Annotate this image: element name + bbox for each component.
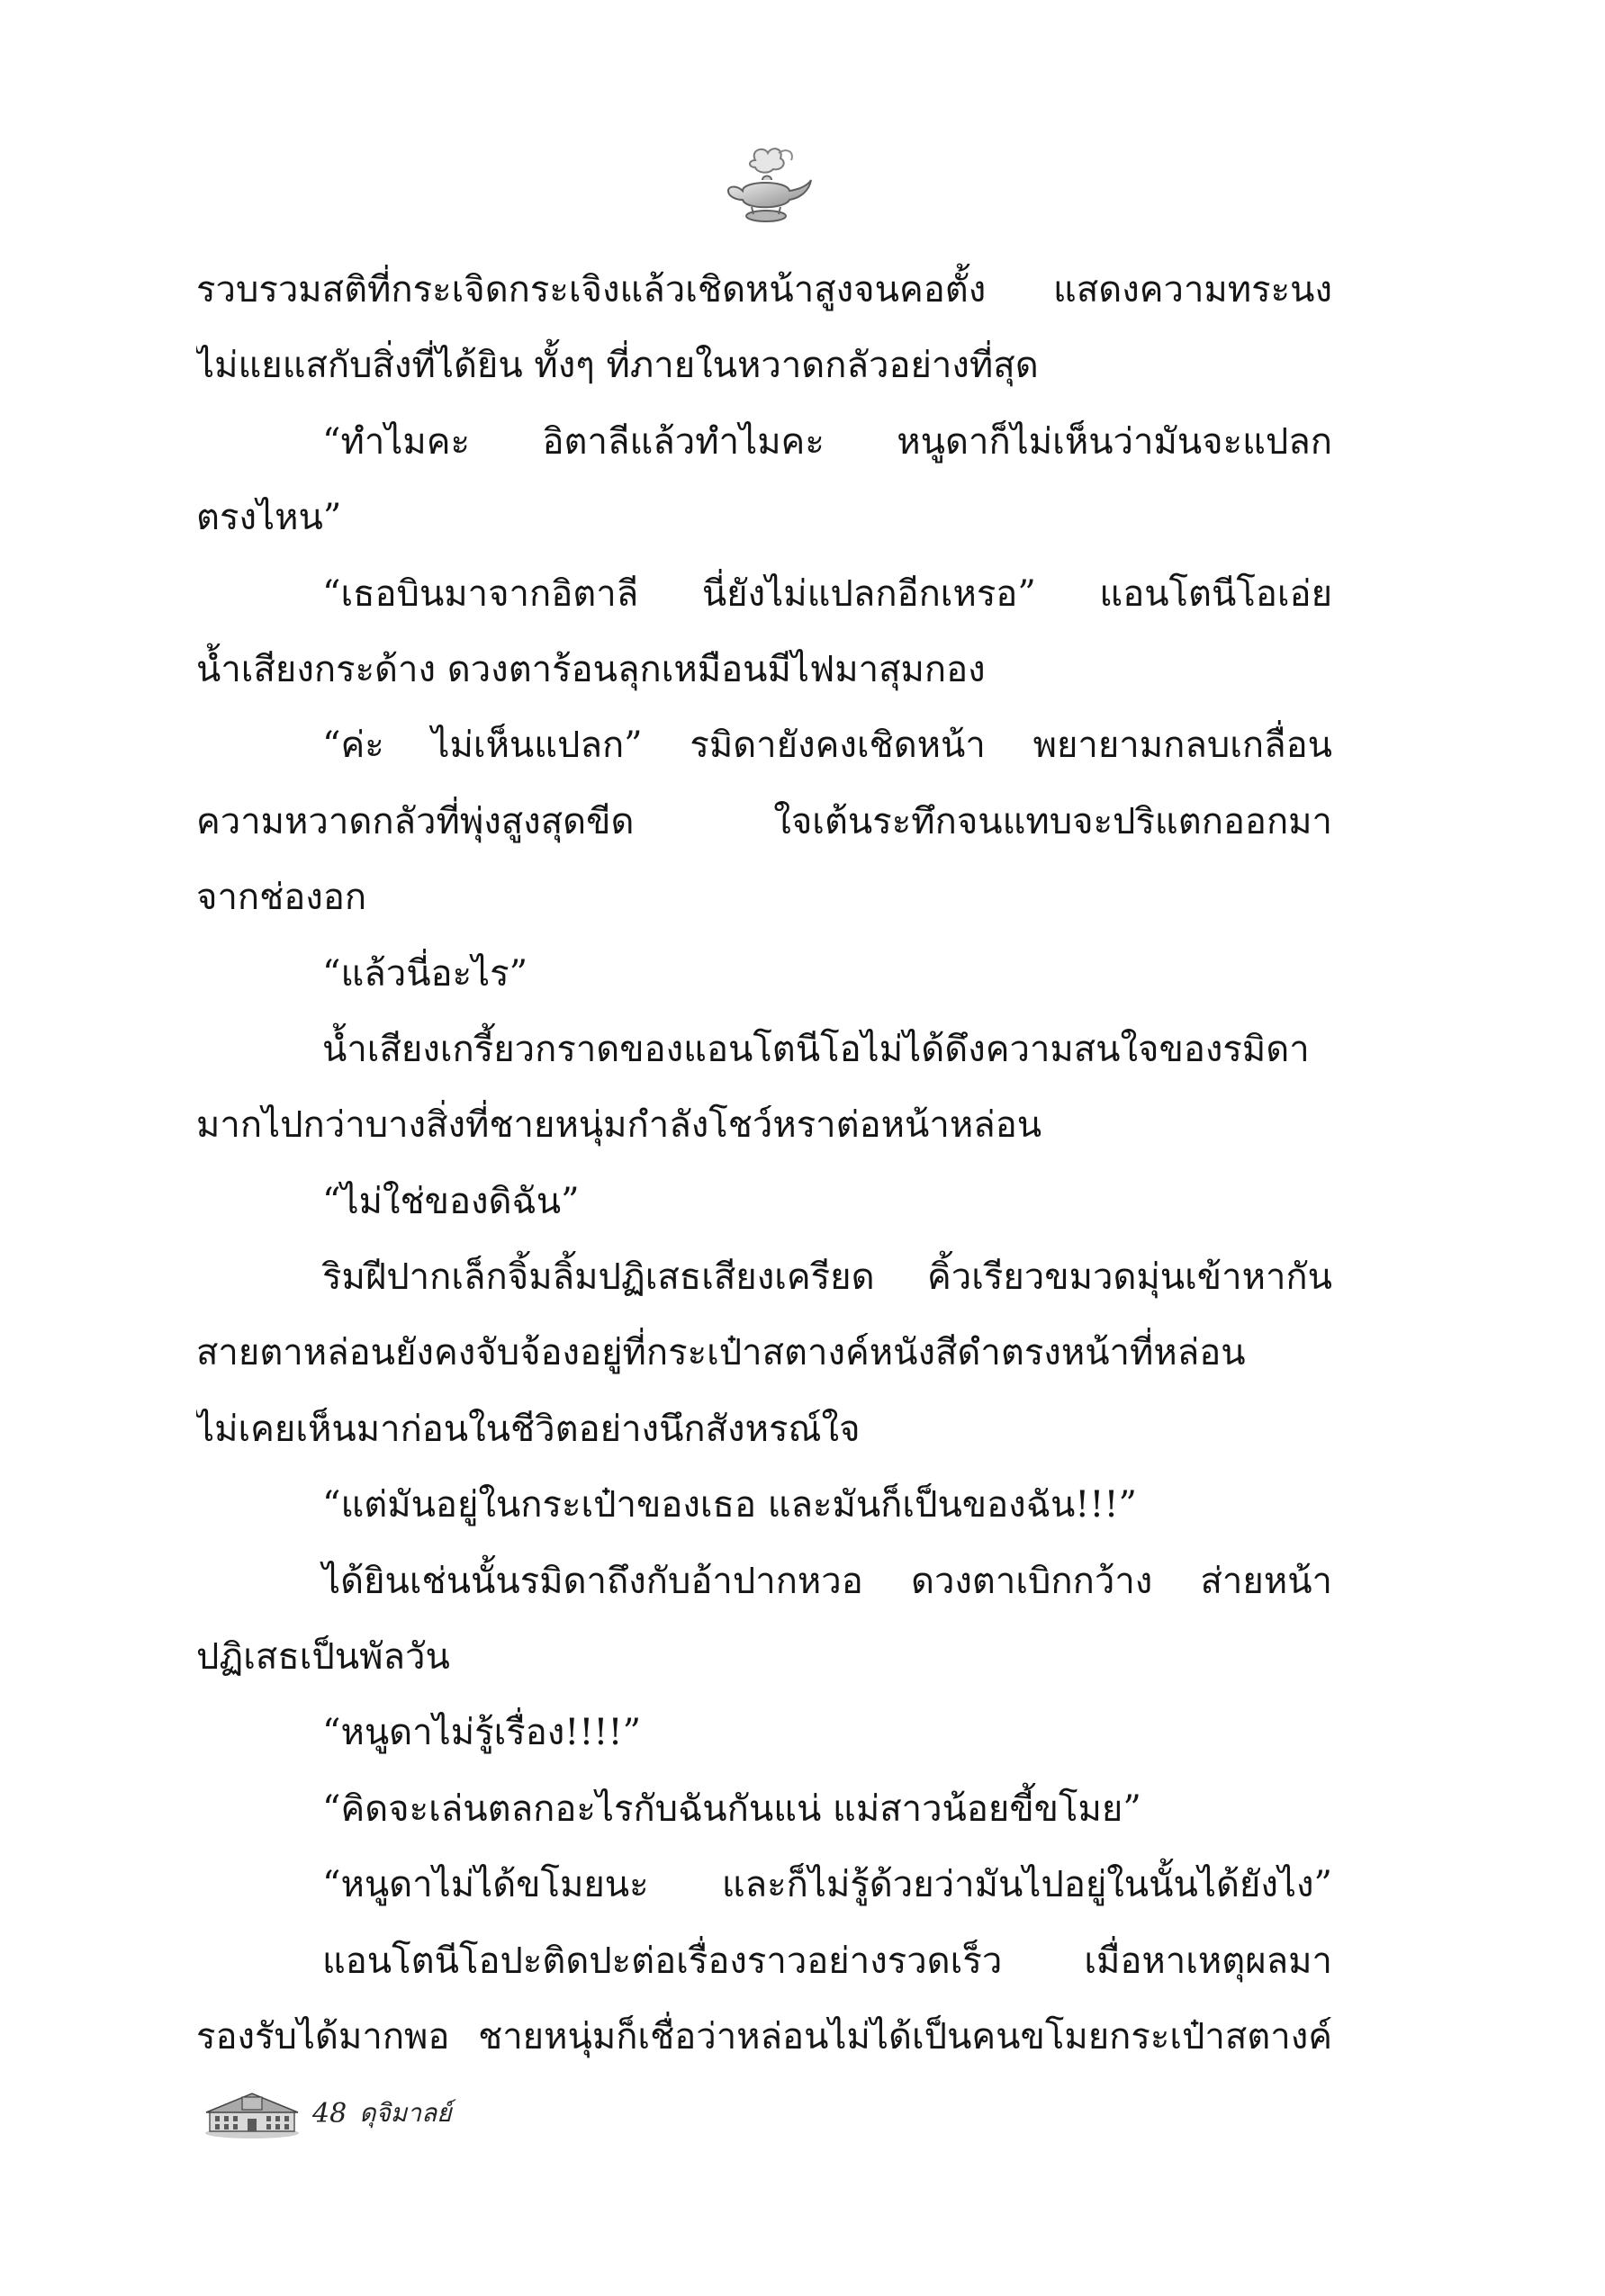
text-line: ความหวาดกลัวที่พุ่งสูงสุดขีด ใจเต้นระทึกจนแทบจะปริแตกออกมา: [196, 800, 1332, 842]
text-line: สายตาหล่อนยังคงจับจ้องอยู่ที่กระเป๋าสตางค์หนังสีดำตรงหน้าที่หล่อน: [196, 1332, 1246, 1374]
text-line: ได้ยินเช่นนั้นรมิดาถึงกับอ้าปากหวอ ดวงตาเบิกกว้าง ส่ายหน้า: [322, 1560, 1332, 1602]
text-line: “หนูดาไม่ได้ขโมยนะ และก็ไม่รู้ด้วยว่ามันไปอยู่ในนั้นได้ยังไง”: [322, 1864, 1332, 1906]
text-line: “ทำไมคะ อิตาลีแล้วทำไมคะ หนูดาก็ไม่เห็นว่ามันจะแปลก: [322, 420, 1332, 463]
text-line: มากไปกว่าบางสิ่งที่ชายหนุ่มกำลังโชว์หราต่อหน้าหล่อน: [196, 1104, 1042, 1147]
body-text: [196, 252, 1332, 2075]
genie-lamp-icon: [716, 144, 815, 230]
text-line: รวบรวมสติที่กระเจิดกระเจิงแล้วเชิดหน้าสูงจนคอตั้ง แสดงความทระนง: [196, 269, 1332, 311]
building-icon: [203, 2088, 302, 2138]
text-line: ตรงไหน”: [196, 497, 342, 539]
page-number: 48: [312, 2097, 347, 2129]
text-line: จากช่องอก: [196, 877, 367, 919]
text-line: “ค่ะ ไม่เห็นแปลก” รมิดายังคงเชิดหน้า พยายามกลบเกลื่อน: [322, 725, 1332, 767]
text-line: “ไม่ใช่ของดิฉัน”: [322, 1180, 580, 1222]
page-footer: [203, 2086, 452, 2140]
text-line: ไม่เคยเห็นมาก่อนในชีวิตอย่างนึกสังหรณ์ใจ: [196, 1408, 861, 1450]
text-line: “แล้วนี่อะไร”: [322, 952, 528, 995]
author-name: ดุจิมาลย์: [359, 2098, 452, 2128]
text-line: รองรับได้มากพอ ชายหนุ่มก็เชื่อว่าหล่อนไม่ได้เป็นคนขโมยกระเป๋าสตางค์: [196, 2015, 1332, 2057]
text-line: ริมฝีปากเล็กจิ้มลิ้มปฏิเสธเสียงเครียด คิ้วเรียวขมวดมุ่นเข้าหากัน: [322, 1256, 1332, 1299]
text-line: น้ำเสียงกระด้าง ดวงตาร้อนลุกเหมือนมีไฟมาสุมกอง: [196, 648, 986, 690]
text-line: “แต่มันอยู่ในกระเป๋าของเธอ และมันก็เป็นของฉัน!!!”: [322, 1484, 1137, 1526]
text-line: แอนโตนีโอปะติดปะต่อเรื่องราวอย่างรวดเร็ว เมื่อหาเหตุผลมา: [322, 1940, 1332, 1982]
text-line: ปฏิเสธเป็นพัลวัน: [196, 1636, 450, 1679]
text-line: “คิดจะเล่นตลกอะไรกับฉันกันแน่ แม่สาวน้อยขี้ขโมย”: [322, 1787, 1141, 1830]
text-line: “เธอบินมาจากอิตาลี นี่ยังไม่แปลกอีกเหรอ” แอนโตนีโอเอ่ย: [322, 572, 1332, 615]
text-line: “หนูดาไม่รู้เรื่อง!!!!”: [322, 1712, 642, 1754]
text-line: น้ำเสียงเกรี้ยวกราดของแอนโตนีโอไม่ได้ดึงความสนใจของรมิดา: [322, 1028, 1310, 1070]
text-line: ไม่แยแสกับสิ่งที่ได้ยิน ทั้งๆ ที่ภายในหวาดกลัวอย่างที่สุด: [196, 345, 1039, 387]
